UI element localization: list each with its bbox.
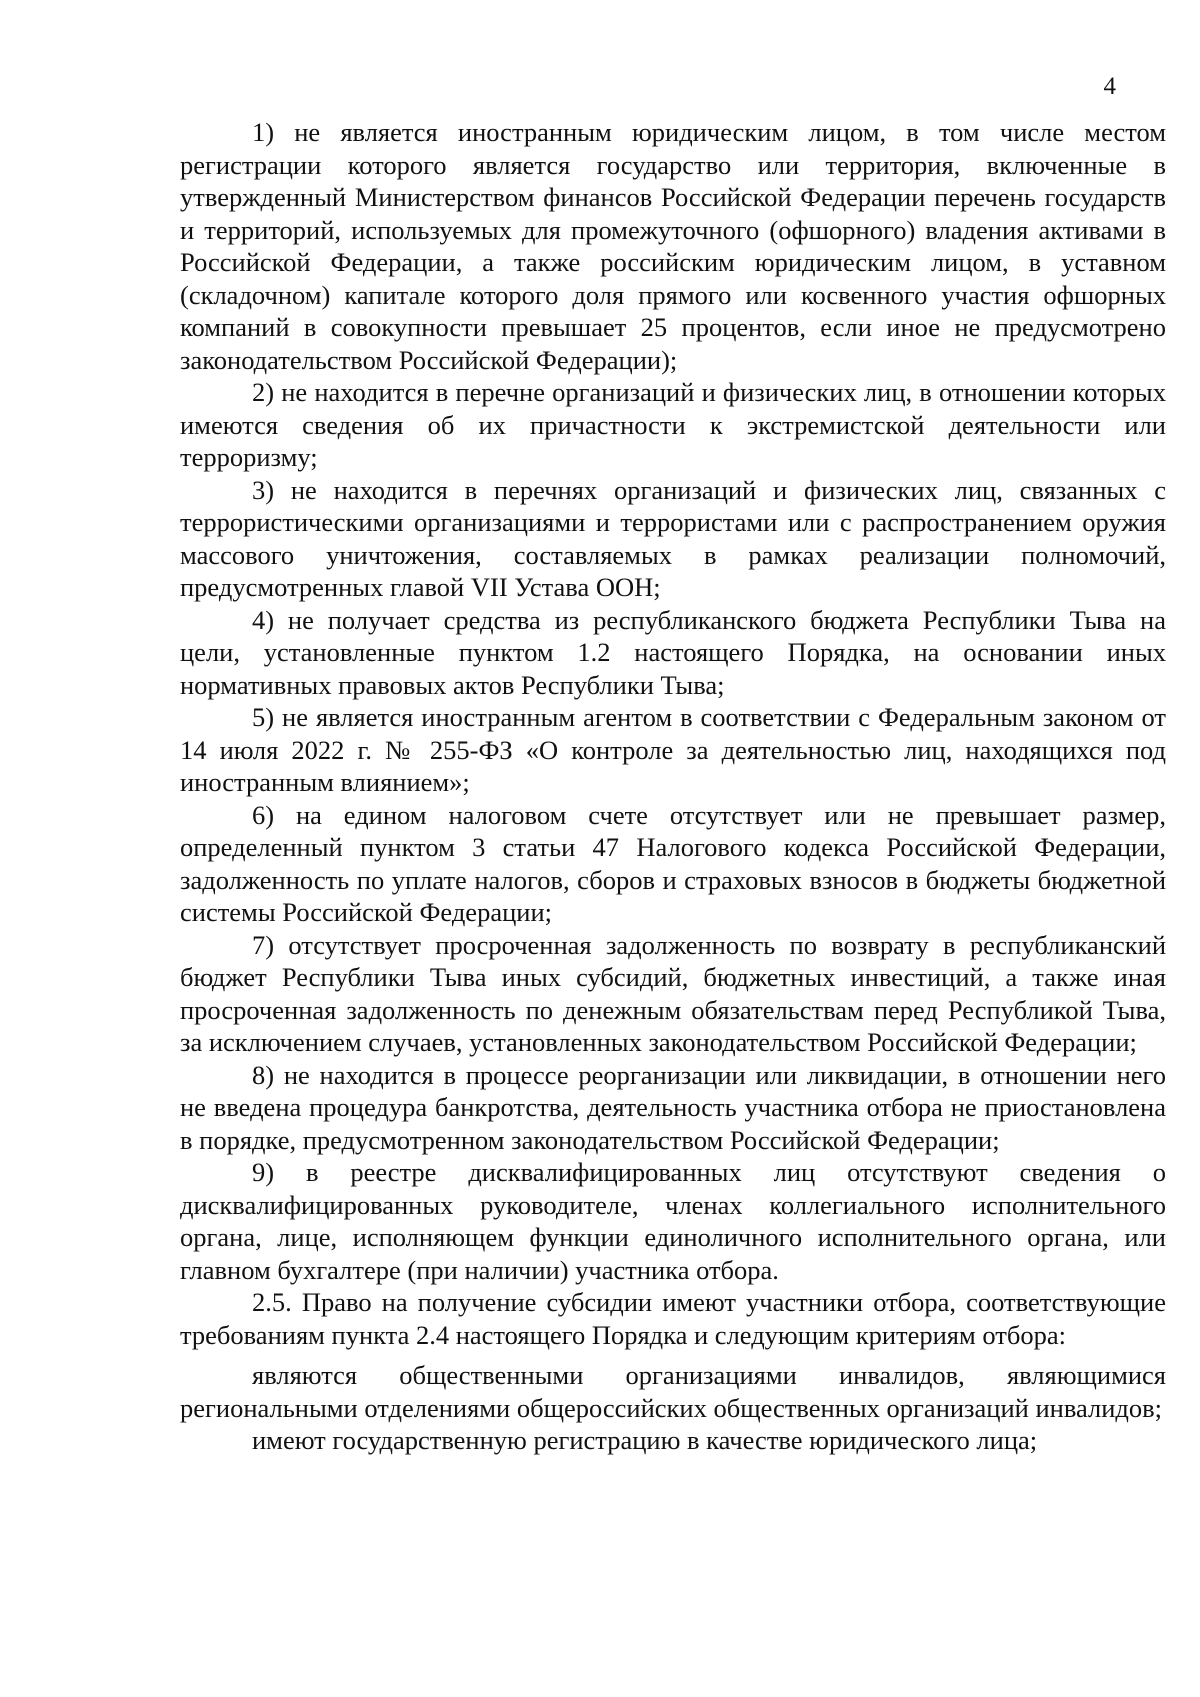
paragraph-item-4: 4) не получает средства из республиканского бюджета Республики Тыва на цели, установленные пунктом 1.2 настоящего Порядка, на основании иных нормативных правовых актов Республики Тыва;	[180, 604, 1166, 700]
paragraph-item-5: 5) не является иностранным агентом в соответствии с Федеральным законом от 14 июля 2022 г. № 255-ФЗ «О контроле за деятельностью лиц, находящихся под иностранным влиянием»;	[180, 702, 1166, 797]
criterion-paragraph-1: являются общественными организациями инвалидов, являющимися региональными отделениями общероссийских общественных организаций инвалидов;	[180, 1360, 1166, 1423]
page-number: 4	[1103, 73, 1116, 100]
criterion-paragraph-2: имеют государственную регистрацию в качестве юридического лица;	[252, 1425, 1038, 1455]
paragraph-item-7: 7) отсутствует просроченная задолженность по возврату в республиканский бюджет Республики Тыва иных субсидий, бюджетных инвестиций, а также иная просроченная задолженность по денежным обязательствам перед Республикой Тыва, за исключением случаев, установленных законодательством Российской Федерации;	[180, 929, 1166, 1057]
paragraph-item-9: 9) в реестре дисквалифицированных лиц отсутствуют сведения о дисквалифицированных руководителе, членах коллегиального исполнительного органа, лице, исполняющем функции единоличного исполнительного органа, или главном бухгалтере (при наличии) участника отбора.	[180, 1157, 1166, 1285]
document-body	[180, 116, 1166, 1457]
paragraph-section-2-5: 2.5. Право на получение субсидии имеют участники отбора, соответствующие требованиям пункта 2.4 настоящего Порядка и следующим критериям отбора:	[180, 1287, 1166, 1350]
paragraph-item-8: 8) не находится в процессе реорганизации или ликвидации, в отношении него не введена процедура банкротства, деятельность участника отбора не приостановлена в порядке, предусмотренном законодательством Российской Федерации;	[180, 1059, 1166, 1155]
paragraph-item-2: 2) не находится в перечне организаций и физических лиц, в отношении которых имеются сведения об их причастности к экстремистской деятельности или терроризму;	[180, 377, 1166, 472]
paragraph-item-1: 1) не является иностранным юридическим лицом, в том числе местом регистрации которого является государство или территория, включенные в утвержденный Министерством финансов Российской Федерации перечень государств и территорий, используемых для промежуточного (офшорного) владения активами в Российской Федерации, а также российским юридическим лицом, в уставном (складочном) капитале которого доля прямого или косвенного участия офшорных компаний в совокупности превышает 25 процентов, если иное не предусмотрено законодательством Российской Федерации);	[180, 117, 1166, 375]
paragraph-item-3: 3) не находится в перечнях организаций и физических лиц, связанных с террористическими организациями и террористами или с распространением оружия массового уничтожения, составляемых в рамках реализации полномочий, предусмотренных главой VII Устава ООН;	[180, 474, 1166, 602]
paragraph-item-6: 6) на едином налоговом счете отсутствует или не превышает размер, определенный пунктом 3 статьи 47 Налогового кодекса Российской Федерации, задолженность по уплате налогов, сборов и страховых взносов в бюджеты бюджетной системы Российской Федерации;	[180, 799, 1166, 927]
